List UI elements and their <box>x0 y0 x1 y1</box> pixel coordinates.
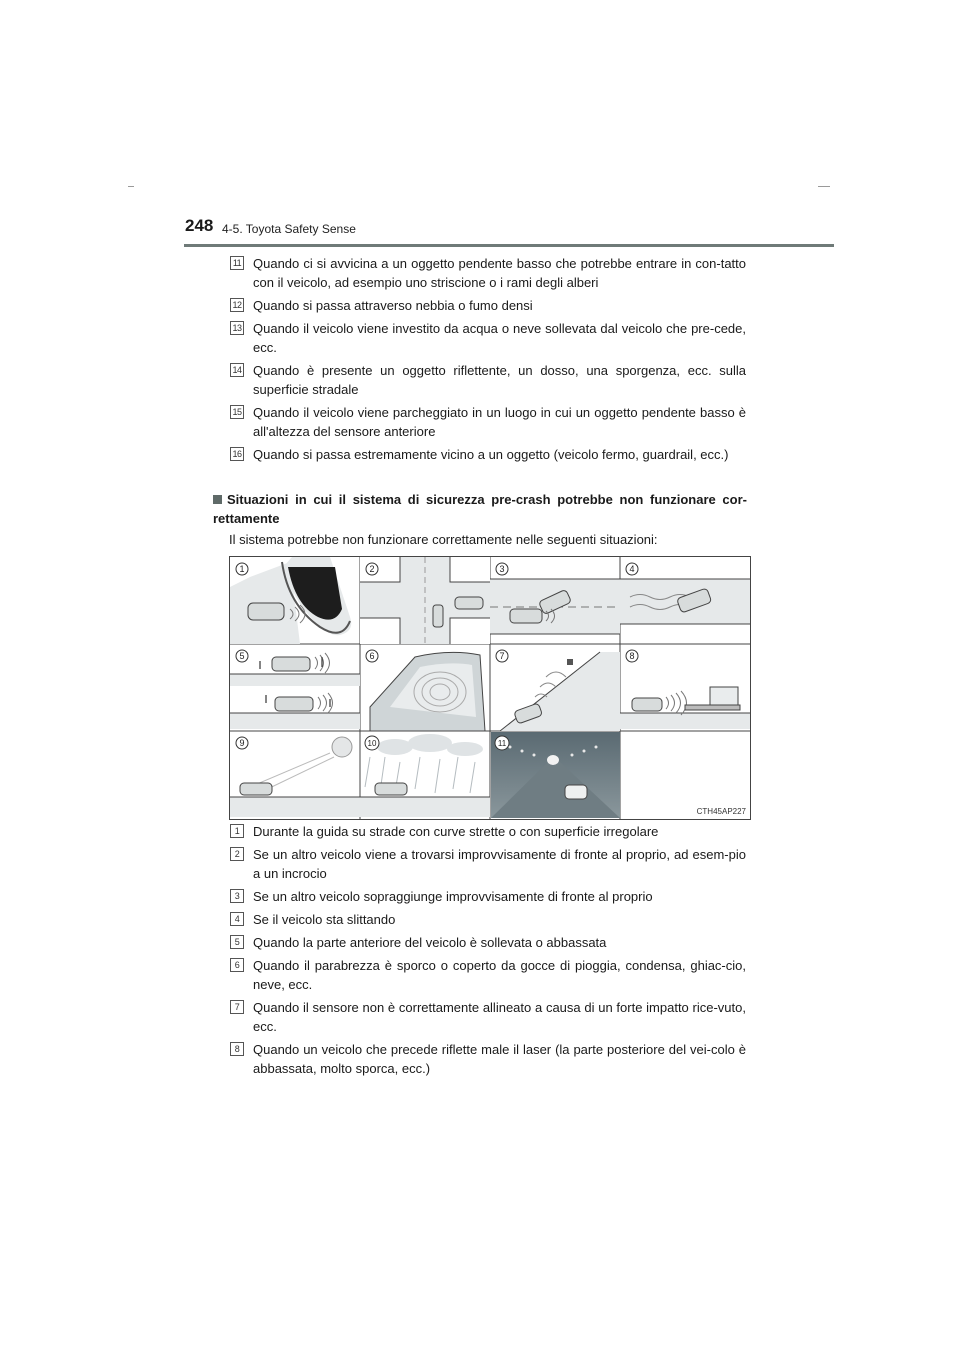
svg-text:4: 4 <box>629 564 635 574</box>
item-text: Quando il sensore non è correttamente allineato a causa di un forte impatto rice-vuto, ecc. <box>253 1000 746 1034</box>
item-number: 13 <box>230 321 244 335</box>
item-number: 1 <box>230 824 244 838</box>
item-text: Quando si passa attraverso nebbia o fumo densi <box>253 298 533 313</box>
item-text: Quando è presente un oggetto riflettente, un dosso, una sporgenza, ecc. sulla superficie stradale <box>253 363 746 397</box>
item-text: Quando ci si avvicina a un oggetto pendente basso che potrebbe entrare in con-tatto con il veicolo, ad esempio uno striscione o i rami degli alberi <box>253 256 746 290</box>
item-number: 16 <box>230 447 244 461</box>
list-top <box>230 254 746 468</box>
panel-number <box>236 563 248 575</box>
list-item <box>230 319 746 357</box>
list-item <box>230 403 746 441</box>
panel-number <box>626 563 638 575</box>
illustration-svg <box>230 557 750 819</box>
panel-number <box>495 736 509 750</box>
item-number: 8 <box>230 1042 244 1056</box>
panel-9-illustration <box>230 737 360 817</box>
svg-text:2: 2 <box>369 564 375 574</box>
panel-number <box>496 563 508 575</box>
section-title: 4-5. Toyota Safety Sense <box>222 222 356 236</box>
item-number: 7 <box>230 1000 244 1014</box>
panel-2-illustration <box>360 557 490 644</box>
item-text: Se un altro veicolo viene a trovarsi improvvisamente di fronte al proprio, ad esem-pio a un incrocio <box>253 847 746 881</box>
svg-text:11: 11 <box>497 739 507 748</box>
list-item <box>230 887 746 906</box>
page-header <box>185 216 835 246</box>
panel-number <box>366 650 378 662</box>
item-number: 6 <box>230 958 244 972</box>
intro-text: Il sistema potrebbe non funzionare correttamente nelle seguenti situazioni: <box>229 532 658 547</box>
panel-10-illustration <box>360 734 490 817</box>
panel-7-illustration <box>500 652 620 731</box>
item-text: Se il veicolo sta slittando <box>253 912 396 927</box>
item-number: 4 <box>230 912 244 926</box>
list-item <box>230 845 746 883</box>
item-number: 14 <box>230 363 244 377</box>
list-item <box>230 445 746 464</box>
panel-11-illustration <box>491 732 620 818</box>
item-text: Quando la parte anteriore del veicolo è sollevata o abbassata <box>253 935 607 950</box>
svg-text:8: 8 <box>629 651 635 661</box>
svg-text:6: 6 <box>369 651 375 661</box>
svg-text:9: 9 <box>239 738 245 748</box>
svg-text:5: 5 <box>239 651 245 661</box>
panel-3-illustration <box>490 579 620 634</box>
item-number: 11 <box>230 256 244 270</box>
item-number: 5 <box>230 935 244 949</box>
panel-number <box>366 563 378 575</box>
item-text: Quando il parabrezza è sporco o coperto da gocce di pioggia, condensa, ghiac-cio, neve, ecc. <box>253 958 746 992</box>
list-item <box>230 254 746 292</box>
list-item <box>230 296 746 315</box>
item-text: Quando un veicolo che precede riflette male il laser (la parte posteriore del vei-colo è abbassata, molto sporca, ecc.) <box>253 1042 746 1076</box>
bullet-square-icon <box>213 495 222 504</box>
panel-8-illustration <box>620 687 750 729</box>
list-item <box>230 910 746 929</box>
section-subheading: Situazioni in cui il sistema di sicurezza pre-crash potrebbe non funzionare cor-rettamente <box>213 492 747 526</box>
svg-text:1: 1 <box>239 564 245 574</box>
panel-number <box>365 736 379 750</box>
panel-5-illustration <box>230 653 360 729</box>
item-text: Durante la guida su strade con curve strette o con superficie irregolare <box>253 824 659 839</box>
item-text: Quando il veicolo viene parcheggiato in un luogo in cui un oggetto pendente basso è all'altezza del sensore anteriore <box>253 405 746 439</box>
item-number: 15 <box>230 405 244 419</box>
panel-number <box>496 650 508 662</box>
list-bottom <box>230 822 746 1082</box>
item-text: Se un altro veicolo sopraggiunge improvvisamente di fronte al proprio <box>253 889 653 904</box>
item-number: 12 <box>230 298 244 312</box>
svg-text:10: 10 <box>367 739 377 748</box>
panel-6-illustration <box>370 652 485 731</box>
item-number: 2 <box>230 847 244 861</box>
panel-number <box>236 650 248 662</box>
list-item <box>230 822 746 841</box>
item-text: Quando il veicolo viene investito da acqua o neve sollevata dal veicolo che pre-cede, ecc. <box>253 321 746 355</box>
panel-number <box>626 650 638 662</box>
illustration-figure <box>229 556 751 820</box>
figure-code: CTH45AP227 <box>696 807 746 816</box>
list-item <box>230 1040 746 1078</box>
list-item <box>230 956 746 994</box>
panel-number <box>236 737 248 749</box>
crop-mark-left <box>128 186 134 187</box>
item-text: Quando si passa estremamente vicino a un oggetto (veicolo fermo, guardrail, ecc.) <box>253 447 729 462</box>
panel-4-illustration <box>620 579 750 624</box>
svg-text:3: 3 <box>499 564 505 574</box>
list-item <box>230 933 746 952</box>
page-number: 248 <box>185 216 214 235</box>
item-number: 3 <box>230 889 244 903</box>
list-item <box>230 361 746 399</box>
list-item <box>230 998 746 1036</box>
crop-mark-right <box>818 186 830 187</box>
header-rule <box>184 244 834 247</box>
svg-text:7: 7 <box>499 651 505 661</box>
